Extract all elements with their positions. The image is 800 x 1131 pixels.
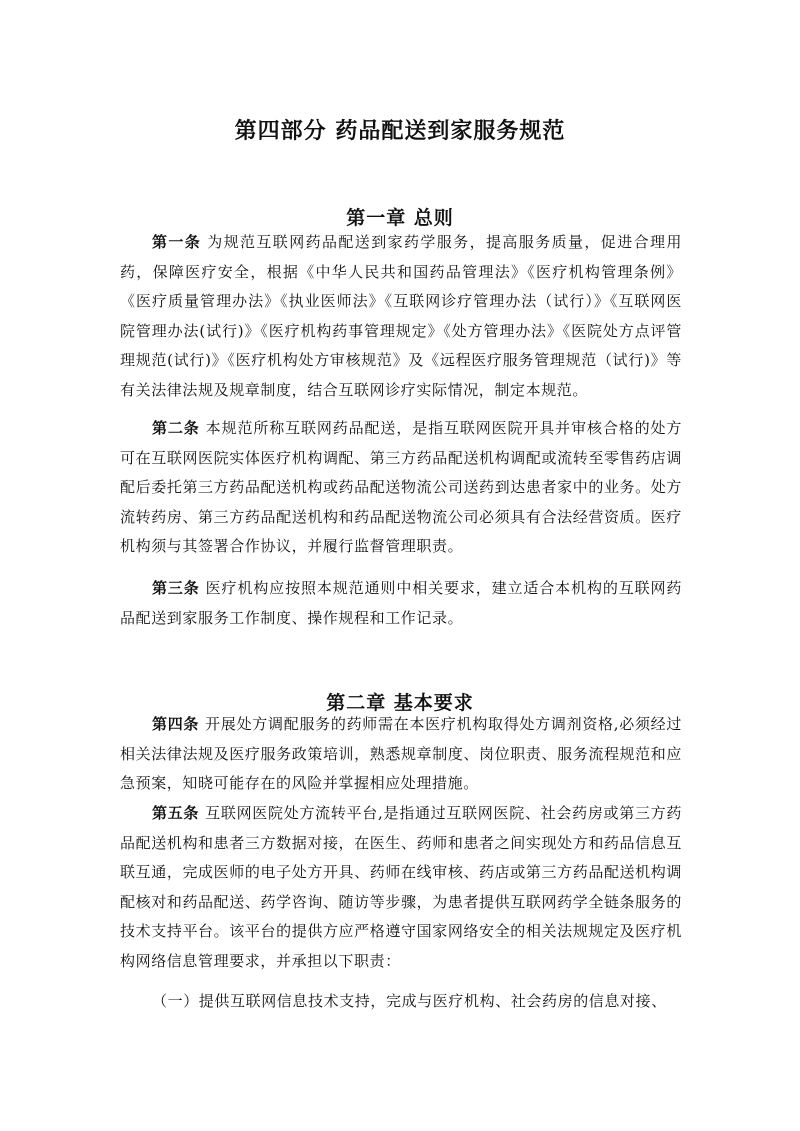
article-label: 第二条 (152, 419, 200, 437)
article-5 (120, 799, 682, 976)
list-item-1 (120, 987, 682, 1017)
chapter-title-2: 第二章 基本要求 (326, 691, 474, 714)
article-text: 本规范所称互联网药品配送，是指互联网医院开具并审核合格的处方可在互联网医院实体医疗机构调配、第三方药品配送机构调配或流转至零售药店调配后委托第三方药品配送机构或药品配送物流公司送药到达患者家中的业务。处方流转药房、第三方药品配送机构和药品配送物流公司必须具有合法经营资质。医疗机构须与其签署合作协议，并履行监督管理职责。 (120, 419, 682, 555)
article-4 (120, 710, 682, 799)
part-title: 第四部分 药品配送到家服务规范 (234, 118, 566, 144)
article-2 (120, 414, 682, 562)
article-label: 第四条 (152, 715, 200, 733)
article-3 (120, 574, 682, 633)
list-item-text: （一）提供互联网信息技术支持，完成与医疗机构、社会药房的信息对接、 (152, 992, 667, 1010)
article-1 (120, 228, 682, 405)
article-text: 开展处方调配服务的药师需在本医疗机构取得处方调剂资格,必须经过相关法律法规及医疗服务政策培训，熟悉规章制度、岗位职责、服务流程规范和应急预案，知晓可能存在的风险并掌握相应处理措施。 (120, 715, 682, 792)
article-text: 医疗机构应按照本规范通则中相关要求，建立适合本机构的互联网药品配送到家服务工作制度、操作规程和工作记录。 (120, 579, 682, 627)
article-label: 第五条 (152, 804, 200, 822)
article-text: 互联网医院处方流转平台,是指通过互联网医院、社会药房或第三方药品配送机构和患者三方数据对接，在医生、药师和患者之间实现处方和药品信息互联互通，完成医师的电子处方开具、药师在线审核、药店或第三方药品配送机构调配核对和药品配送、药学咨询、随访等步骤，为患者提供互联网药学全链条服务的技术支持平台。该平台的提供方应严格遵守国家网络安全的相关法规规定及医疗机构网络信息管理要求，并承担以下职责： (120, 804, 682, 970)
article-text: 为规范互联网药品配送到家药学服务，提高服务质量，促进合理用药，保障医疗安全，根据《中华人民共和国药品管理法》《医疗机构管理条例》《医疗质量管理办法》《执业医师法》《互联网诊疗管理办法（试行）》《互联网医院管理办法(试行)》《医疗机构药事管理规定》《处方管理办法》《医院处方点评管理规范(试行)》《医疗机构处方审核规范》及《远程医疗服务管理规范（试行)》等有关法律法规及规章制度，结合互联网诊疗实际情况，制定本规范。 (120, 233, 682, 399)
article-label: 第三条 (152, 579, 200, 597)
chapter-title-1: 第一章 总则 (346, 206, 454, 229)
article-label: 第一条 (152, 233, 202, 251)
